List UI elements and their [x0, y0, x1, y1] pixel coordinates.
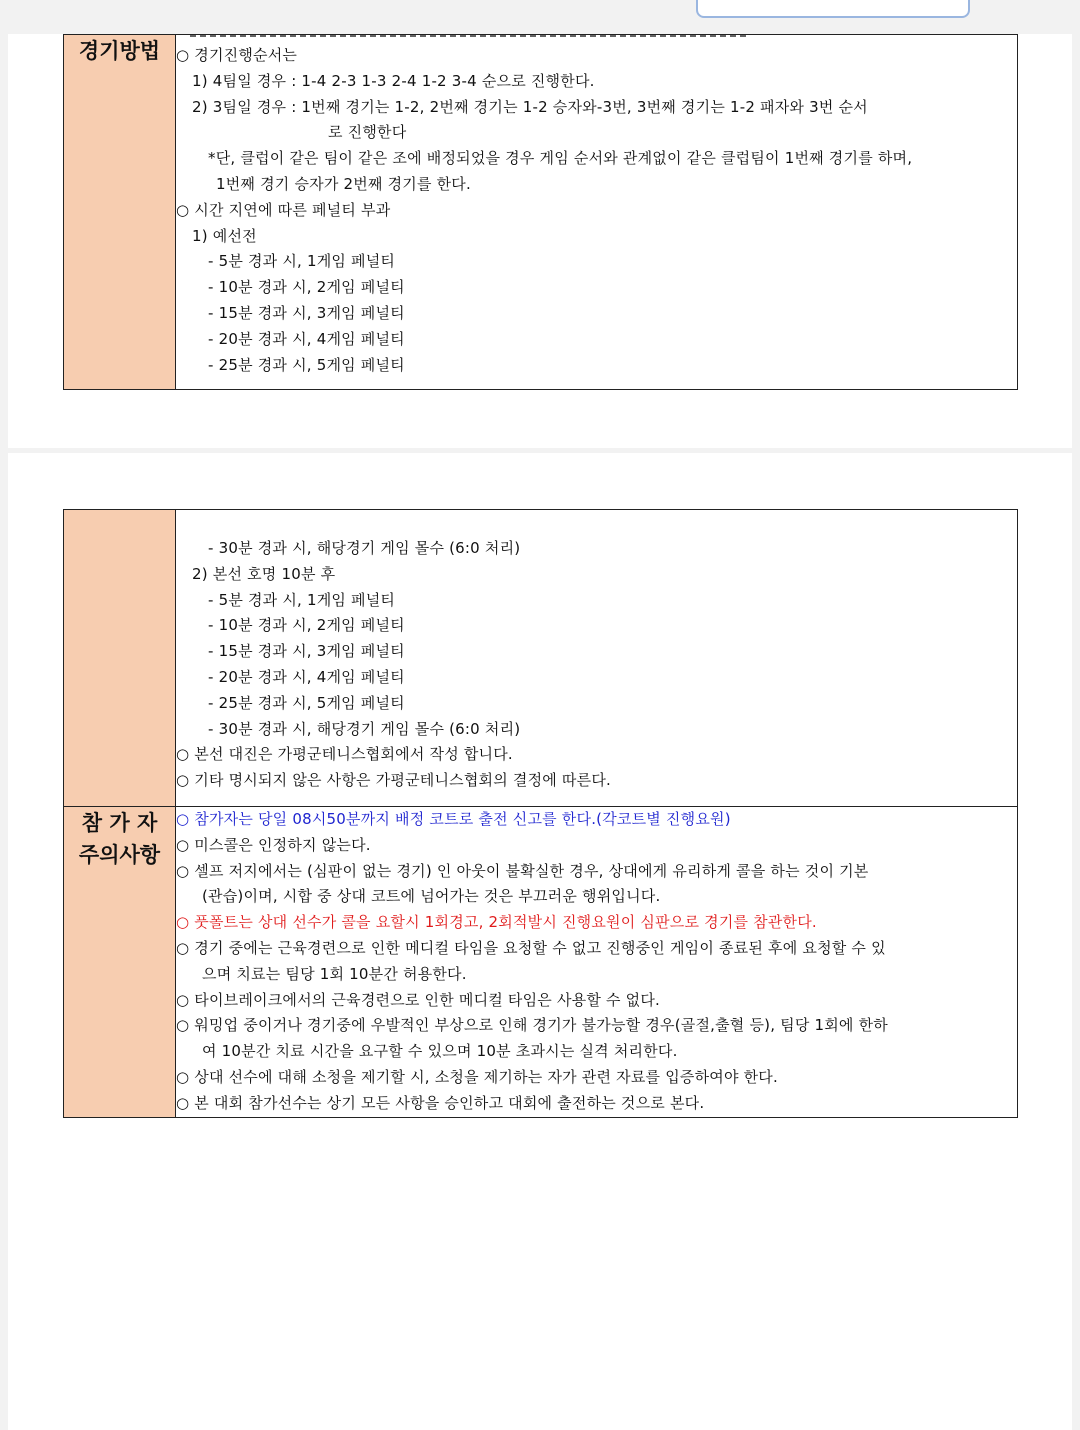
rule-line: - 30분 경과 시, 해당경기 게임 몰수 (6:0 처리)	[208, 539, 521, 557]
rule-line: ○ 워밍업 중이거나 경기중에 우발적인 부상으로 인해 경기가 불가능할 경우(골절,출혈 등), 팀당 1회에 한하	[176, 1016, 888, 1035]
section-heading-cell	[64, 35, 176, 390]
rule-line: ○ 경기진행순서는	[176, 46, 298, 64]
rule-line: ○ 본선 대진은 가평군테니스협회에서 작성 합니다.	[176, 745, 513, 764]
rule-line: - 25분 경과 시, 5게임 페널티	[208, 693, 405, 712]
rule-line: 1) 예선전	[192, 226, 257, 245]
rule-line: 2) 3팀일 경우 : 1번째 경기는 1-2, 2번째 경기는 1-2 승자와-3번, 3번째 경기는 1-2 패자와 3번 순서	[192, 97, 868, 116]
rule-line: - 5분 경과 시, 1게임 페널티	[208, 590, 396, 609]
rule-line: *단, 클럽이 같은 팀이 같은 조에 배정되었을 경우 게임 순서와 관계없이 같은 클럽팀이 1번째 경기를 하며,	[208, 149, 913, 168]
rule-line: 로 진행한다	[328, 123, 407, 142]
rule-line: 여 10분간 치료 시간을 요구할 수 있으며 10분 초과시는 실격 처리한다.	[202, 1042, 678, 1061]
rule-line: ○ 미스콜은 인정하지 않는다.	[176, 835, 371, 854]
section-heading-cell	[64, 510, 176, 807]
rule-line: - 20분 경과 시, 4게임 페널티	[208, 667, 405, 686]
rule-line-warning: ○ 풋폴트는 상대 선수가 콜을 요할시 1회경고, 2회적발시 진행요원이 심판으로 경기를 참관한다.	[176, 913, 817, 932]
rule-line: ○ 상대 선수에 대해 소청을 제기할 시, 소청을 제기하는 자가 관련 자료를 입증하여야 한다.	[176, 1067, 778, 1086]
rule-line: - 5분 경과 시, 1게임 페널티	[208, 252, 396, 271]
rule-line: ○ 경기 중에는 근육경련으로 인한 메디컬 타임을 요청할 수 없고 진행중인 게임이 종료된 후에 요청할 수 있	[176, 938, 886, 957]
rule-line-highlight: ○ 참가자는 당일 08시50분까지 배정 코트로 출전 신고를 한다.(각코트별 진행요원)	[176, 810, 731, 828]
rule-line: - 10분 경과 시, 2게임 페널티	[208, 278, 405, 297]
rule-line: 으며 치료는 팀당 1회 10분간 허용한다.	[202, 964, 467, 983]
rule-line: 1번째 경기 승자가 2번째 경기를 한다.	[216, 174, 471, 193]
table-row	[64, 510, 1018, 807]
rule-line: ○ 셀프 저지에서는 (심판이 없는 경기) 인 아웃이 불확실한 경우, 상대에게 유리하게 콜을 하는 것이 기본	[176, 861, 869, 880]
rules-table-1	[63, 34, 1018, 390]
rule-line: - 30분 경과 시, 해당경기 게임 몰수 (6:0 처리)	[208, 719, 521, 738]
table-row	[64, 807, 1018, 1118]
rule-line: - 10분 경과 시, 2게임 페널티	[208, 616, 405, 635]
section-body	[176, 35, 1018, 390]
section-heading: 경기방법	[78, 39, 161, 63]
section-heading-line: 참 가 자	[81, 811, 158, 835]
rule-line: - 20분 경과 시, 4게임 페널티	[208, 329, 405, 348]
document-page-2	[8, 453, 1072, 1430]
section-body	[176, 807, 1018, 1118]
section-heading-cell	[64, 807, 176, 1118]
rules-table-2	[63, 509, 1018, 1118]
rule-line: ○ 기타 명시되지 않은 사항은 가평군테니스협회의 결정에 따른다.	[176, 771, 611, 790]
rule-line: (관습)이며, 시합 중 상대 코트에 넘어가는 것은 부끄러운 행위입니다.	[202, 887, 661, 906]
section-heading-line: 주의사항	[78, 843, 161, 867]
document-page-1	[8, 34, 1072, 448]
rule-line: - 15분 경과 시, 3게임 페널티	[208, 303, 405, 322]
rule-line: 1) 4팀일 경우 : 1-4 2-3 1-3 2-4 1-2 3-4 순으로 진행한다.	[192, 71, 595, 90]
search-input[interactable]	[696, 0, 970, 18]
section-body	[176, 510, 1018, 807]
rule-line: ○ 본 대회 참가선수는 상기 모든 사항을 승인하고 대회에 출전하는 것으로 본다.	[176, 1093, 705, 1112]
rule-line: 2) 본선 호명 10분 후	[192, 564, 336, 583]
rule-line: - 15분 경과 시, 3게임 페널티	[208, 642, 405, 661]
rule-line: ○ 타이브레이크에서의 근육경련으로 인한 메디컬 타임은 사용할 수 없다.	[176, 990, 661, 1009]
table-row	[64, 35, 1018, 390]
rule-line: ○ 시간 지연에 따른 페널티 부과	[176, 200, 391, 219]
rule-line: - 25분 경과 시, 5게임 페널티	[208, 355, 405, 374]
